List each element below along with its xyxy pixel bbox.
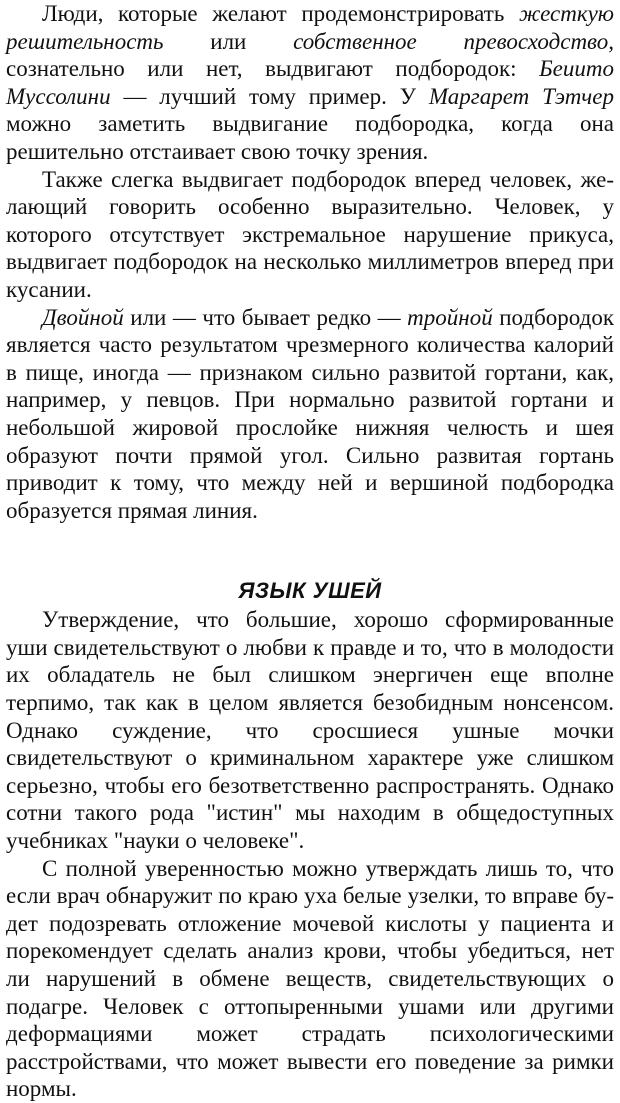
italic-name: Маргарет Тэтчер [428, 83, 614, 109]
paragraph-ears-myths: Утверждение, что большие, хорошо сформированные уши свидетельствуют о любви к правде и то, что в молодости их обладатель не был слишком энергичен еще вполне терпимо, так как в целом является безобидным нонсенсом. Однако суждение, что сросшиеся ушные мочки свидетельствуют о криминальном характере уже слишком серьезно, чтобы его безответственно распространять. Однако сотни такого рода "истин" мы находим в общедоступных учебниках "науки о человеке". [6, 607, 614, 854]
italic-name: Беиито Муссолини [6, 56, 614, 109]
italic-term: тройной [407, 304, 493, 330]
book-page [6, 0, 614, 1103]
text-run: или [163, 28, 294, 54]
paragraph-chin-determination [6, 0, 614, 166]
paragraph-chin-expressive: Также слегка выдвигает подбородок вперед человек, желающий говорить особенно выразительно. Человек, у которого отсутствует экстремальное нарушение прикуса, выдвигает подбородок на несколько миллиметров вперед при кусании. [6, 166, 614, 302]
italic-term: жесткую решительность [6, 1, 614, 54]
text-run: или — что бывает редко — [123, 304, 408, 330]
paragraph-double-chin [6, 304, 614, 525]
text-run: Люди, которые желают продемонстрировать [42, 1, 519, 26]
text-run: можно заметить выдвигание подбородка, когда она решительно отстаивает свою точку зрения. [6, 111, 614, 164]
italic-term: собственное превосходство, [293, 28, 614, 54]
text-run: — лучший тому пример. У [110, 83, 429, 109]
text-run: подбородок является часто результатом чрезмерного количества калорий в пище, иногда — признаком сильно развитой гортани, как, например, у певцов. При нормально развитой гортани и небольшой жировой прослойке нижняя челюсть и шея образуют почти прямой угол. Сильно развитая гортань приводит к тому, что между ней и вершиной подбородка образуется прямая линия. [6, 304, 614, 523]
paragraph-ears-medical: С полной уверенностью можно утверждать лишь то, что если врач обнаружит по краю уха белые узелки, то вправе будет подозревать отложение мочевой кислоты у пациента и порекомендует сделать анализ крови, чтобы убедиться, нет ли нарушений в обмене веществ, свидетельствующих о подагре. Человек с оттопыренными ушами или другими деформациями может страдать психологическими расстройствами, что может вывести его поведение за римки нормы. [6, 855, 614, 1102]
section-heading: ЯЗЫК УШЕЙ [238, 578, 382, 604]
text-run: сознательно или нет, выдвигают подбородок: [6, 56, 540, 82]
italic-term: Двойной [42, 304, 124, 330]
